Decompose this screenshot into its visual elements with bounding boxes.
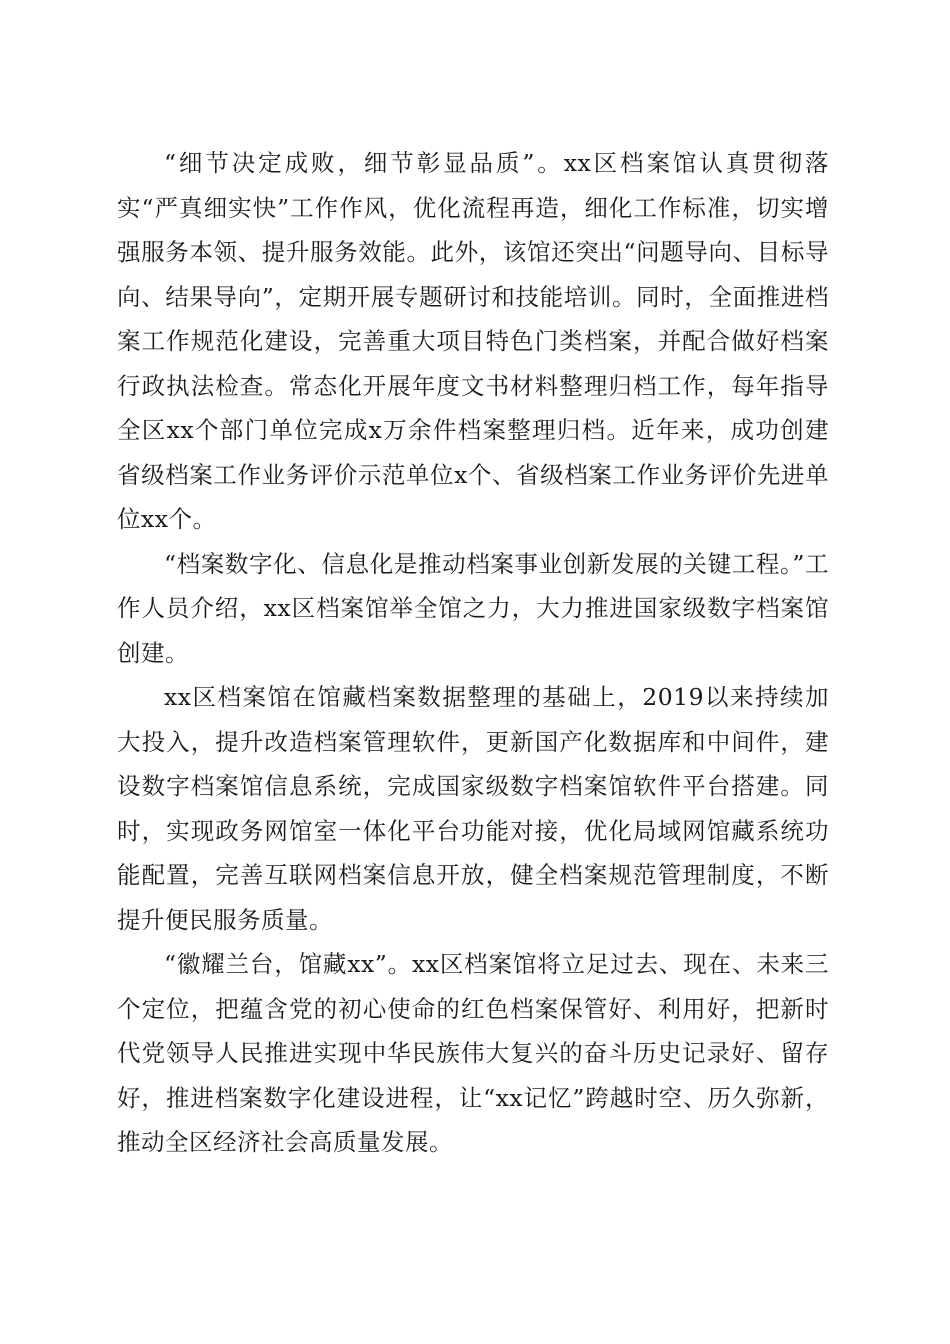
document-body [117, 141, 829, 1165]
paragraph-detail-quality: “细节决定成败，细节彰显品质”。xx区档案馆认真贯彻落实“严真细实快”工作作风，优化流程再造，细化工作标准，切实增强服务本领、提升服务效能。此外，该馆还突出“问题导向、目标导向、结果导向”，定期开展专题研讨和技能培训。同时，全面推进档案工作规范化建设，完善重大项目特色门类档案，并配合做好档案行政执法检查。常态化开展年度文书材料整理归档工作，每年指导全区xx个部门单位完成x万余件档案整理归档。近年来，成功创建省级档案工作业务评价示范单位x个、省级档案工作业务评价先进单位xx个。 [117, 149, 829, 533]
paragraph-future-vision: “徽耀兰台，馆藏xx”。xx区档案馆将立足过去、现在、未来三个定位，把蕴含党的初心使命的红色档案保管好、利用好，把新时代党领导人民推进实现中华民族伟大复兴的奋斗历史记录好、留存好，推进档案数字化建设进程，让“xx记忆”跨越时空、历久弥新，推动全区经济社会高质量发展。 [117, 950, 829, 1156]
paragraph-digitization-intro: “档案数字化、信息化是推动档案事业创新发展的关键工程。”工作人员介绍，xx区档案馆举全馆之力，大力推进国家级数字档案馆创建。 [117, 549, 829, 667]
paragraph-digital-archive-system: xx区档案馆在馆藏档案数据整理的基础上，2019以来持续加大投入，提升改造档案管理软件，更新国产化数据库和中间件，建设数字档案馆信息系统，完成国家级数字档案馆软件平台搭建。同时，实现政务网馆室一体化平台功能对接，优化局域网馆藏系统功能配置，完善互联网档案信息开放，健全档案规范管理制度，不断提升便民服务质量。 [117, 683, 829, 934]
